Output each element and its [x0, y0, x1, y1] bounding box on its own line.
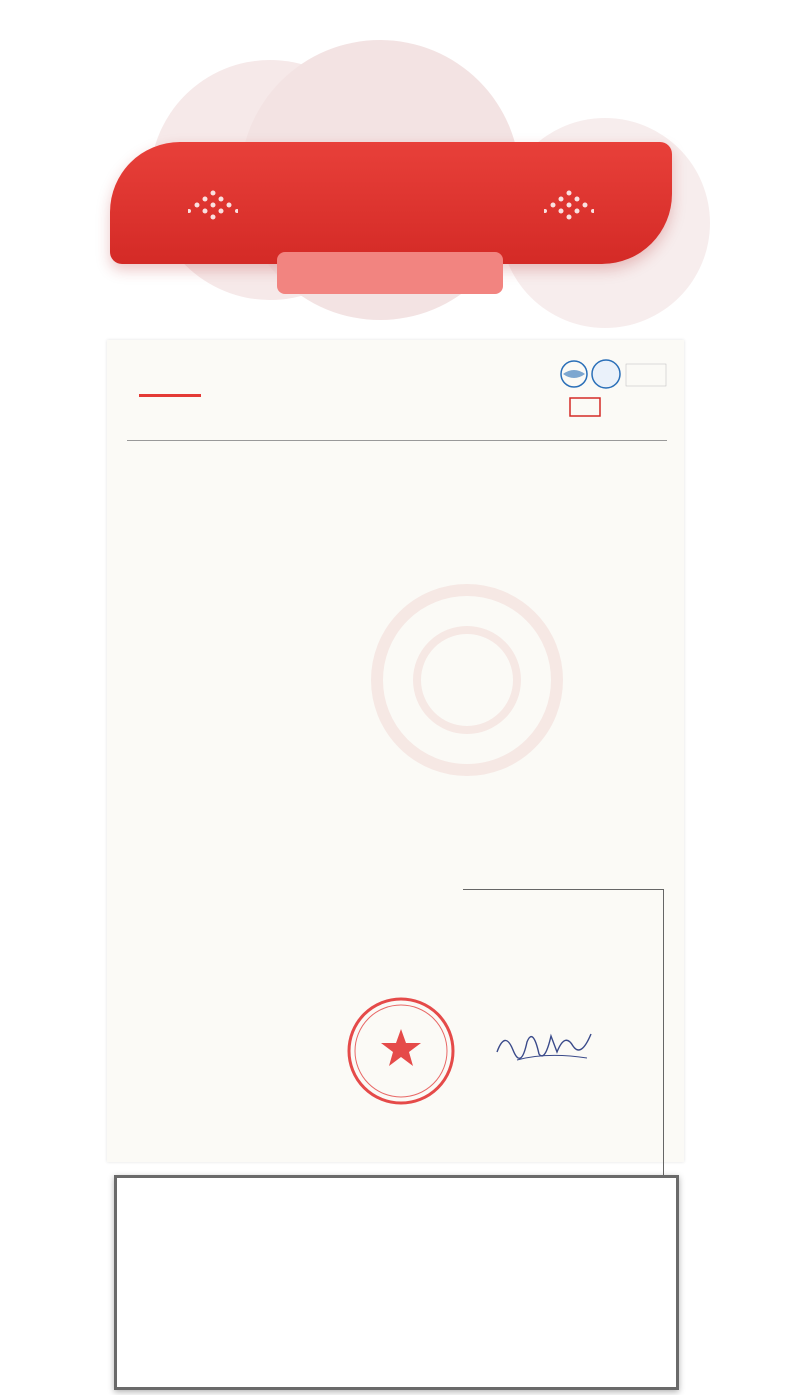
cma-icon	[570, 398, 600, 416]
dots-right-icon	[544, 187, 594, 227]
zoom-connector	[463, 889, 664, 1175]
dots-left-icon	[188, 187, 238, 227]
watermark	[367, 580, 567, 780]
logo-underline	[139, 394, 201, 397]
stamp-star-icon	[381, 1029, 421, 1066]
cnas-icon	[592, 360, 620, 388]
ilac-icon	[561, 361, 587, 387]
header-divider	[127, 440, 667, 441]
title-banner	[110, 142, 672, 264]
address-block	[127, 412, 152, 421]
cert-logos	[560, 358, 670, 428]
zoom-panel	[114, 1175, 679, 1390]
subtitle-badge	[277, 252, 503, 294]
